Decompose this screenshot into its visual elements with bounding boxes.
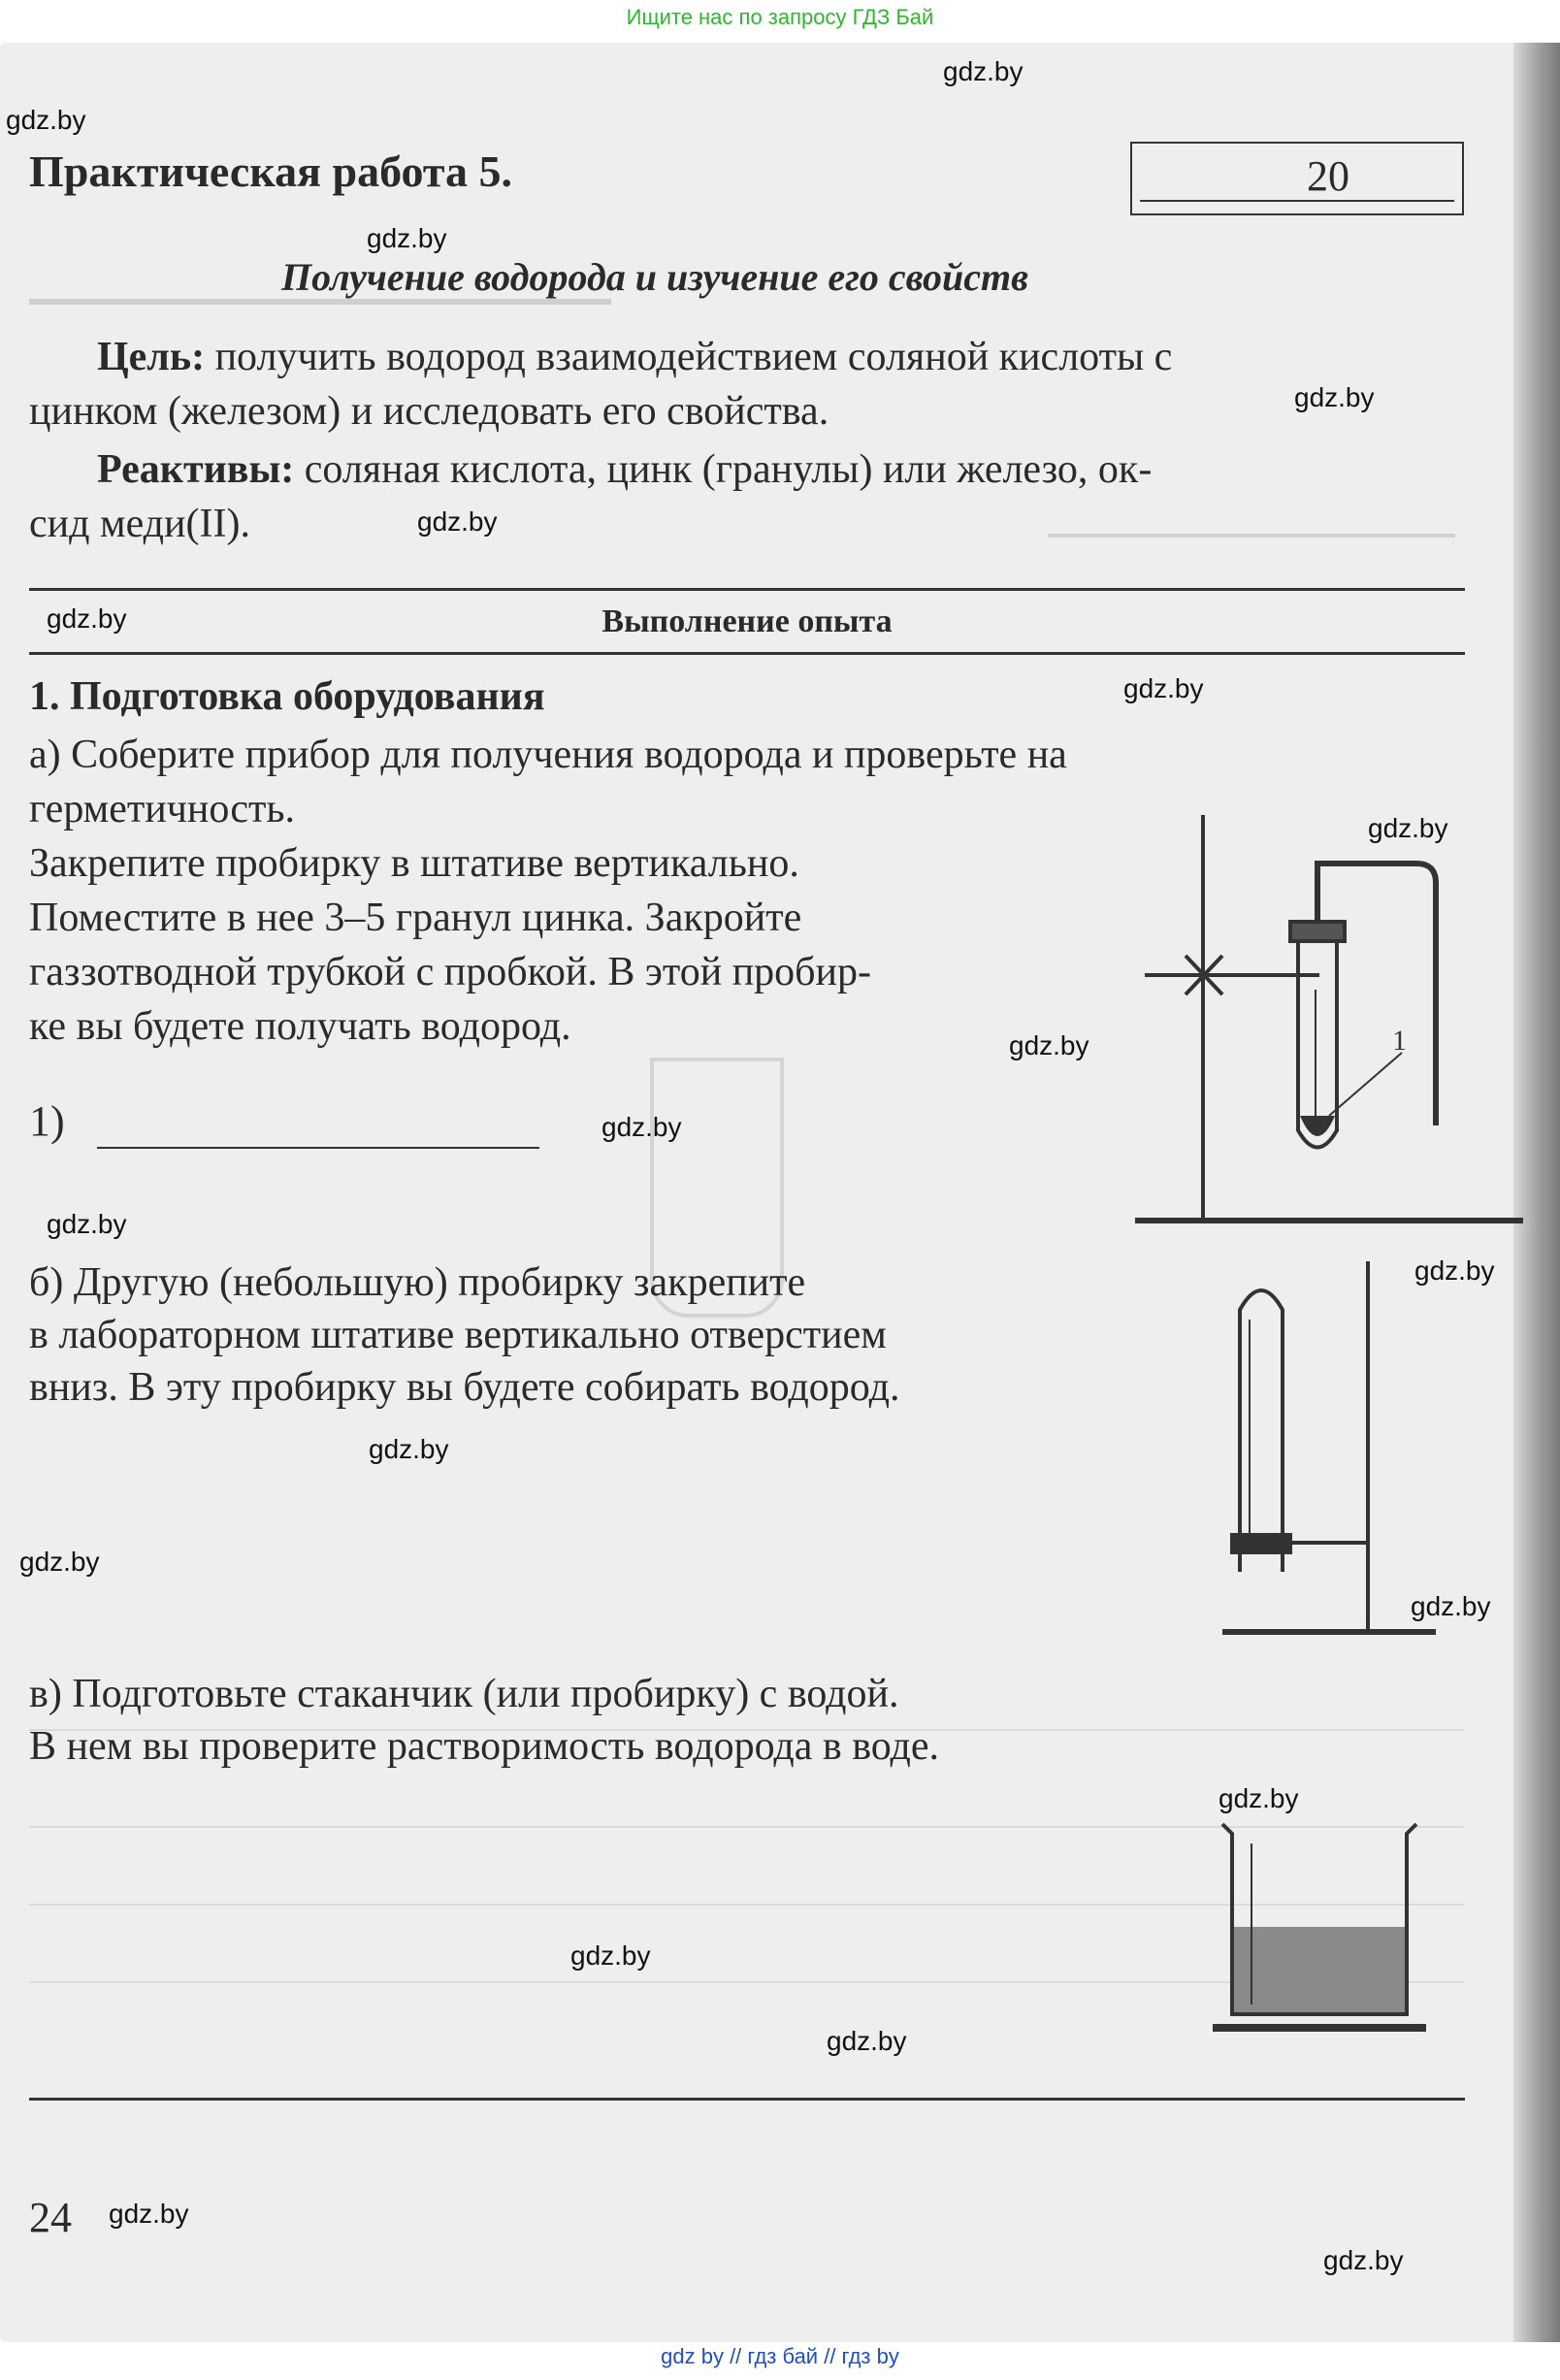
reagents-line-2: сид меди(II). xyxy=(29,502,250,546)
zinc-granules xyxy=(1300,1116,1335,1136)
step1b-line-1: б) Другую (небольшую) пробирку закрепите xyxy=(29,1260,806,1305)
watermark: gdz.by xyxy=(570,1940,651,1971)
watermark: gdz.by xyxy=(1368,813,1448,843)
step1-heading: 1. Подготовка оборудования xyxy=(29,674,545,719)
watermark: gdz.by xyxy=(369,1434,449,1464)
page-title: Практическая работа 5. xyxy=(29,147,513,196)
reagents-text-1: соляная кислота, цинк (гранулы) или железо, ок- xyxy=(304,447,1153,492)
divider-bottom xyxy=(29,652,1465,655)
answer-line[interactable] xyxy=(97,1147,539,1149)
watermark: gdz.by xyxy=(1411,1591,1491,1621)
reagents-line-1 xyxy=(29,442,1152,497)
number-underline xyxy=(1140,200,1454,202)
step1b-line-2: в лабораторном штативе вертикально отверстием xyxy=(29,1313,887,1357)
watermark: gdz.by xyxy=(417,506,498,537)
watermark: gdz.by xyxy=(827,2026,907,2056)
watermark: gdz.by xyxy=(1123,673,1204,703)
watermark: gdz.by xyxy=(109,2199,189,2229)
watermark: gdz.by xyxy=(6,105,86,135)
divider-end xyxy=(29,2098,1465,2101)
apparatus-collecting-tube xyxy=(1193,1252,1446,1649)
reagents-label: Реактивы: xyxy=(97,447,295,492)
watermark: gdz.by xyxy=(19,1547,100,1577)
step1a-line-5: газзотводной трубкой с пробкой. В этой пробир- xyxy=(29,950,872,994)
work-number-box xyxy=(1130,142,1464,215)
water xyxy=(1232,1927,1407,2014)
step1a-line-1: а) Соберите прибор для получения водорода и проверьте на xyxy=(29,733,1067,777)
watermark: gdz.by xyxy=(1294,382,1375,412)
step1a-line-3: Закрепите пробирку в штативе вертикально. xyxy=(29,841,799,886)
top-banner[interactable]: Ищите нас по запросу ГДЗ Бай xyxy=(626,5,934,29)
stopper xyxy=(1290,922,1345,941)
goal-line-1 xyxy=(29,330,1172,384)
footer-links[interactable]: gdz by // гдз бай // гдз by xyxy=(661,2344,899,2368)
section-heading: Выполнение опыта xyxy=(601,603,893,639)
watermark: gdz.by xyxy=(601,1112,682,1142)
apparatus-beaker xyxy=(1193,1814,1446,2047)
work-number: 20 xyxy=(1307,152,1349,200)
page-number: 24 xyxy=(29,2194,72,2241)
apparatus-hydrogen-generator xyxy=(1125,796,1533,1242)
step1c-line-1: в) Подготовьте стаканчик (или пробирку) с водой. xyxy=(29,1672,899,1716)
step1c-line-2: В нем вы проверите растворимость водорода в воде. xyxy=(29,1724,940,1769)
answer-label: 1) xyxy=(29,1097,65,1145)
watermark: gdz.by xyxy=(1009,1030,1089,1060)
figure-label-1: 1 xyxy=(1392,1025,1407,1057)
watermark: gdz.by xyxy=(1219,1783,1299,1813)
work-subtitle: Получение водорода и изучение его свойств xyxy=(281,255,1028,299)
watermark: gdz.by xyxy=(1414,1255,1495,1286)
step1a-line-2: герметичность. xyxy=(29,787,296,831)
step1b-line-3: вниз. В эту пробирку вы будете собирать водород. xyxy=(29,1365,900,1410)
goal-text-1: получить водород взаимодействием соляной кислоты с xyxy=(214,335,1173,379)
divider-top xyxy=(29,588,1465,591)
goal-line-2: цинком (железом) и исследовать его свойства. xyxy=(29,389,829,434)
watermark: gdz.by xyxy=(47,603,127,634)
step1a-line-6: ке вы будете получать водород. xyxy=(29,1004,571,1049)
clamp-2 xyxy=(1230,1533,1292,1554)
watermark: gdz.by xyxy=(1323,2245,1404,2275)
watermark: gdz.by xyxy=(367,223,447,253)
goal-label: Цель: xyxy=(97,335,206,379)
watermark: gdz.by xyxy=(943,56,1024,86)
step1a-line-4: Поместите в нее 3–5 гранул цинка. Закройте xyxy=(29,896,802,940)
label-leader xyxy=(1329,1053,1402,1116)
inverted-test-tube xyxy=(1240,1290,1283,1572)
watermark: gdz.by xyxy=(47,1209,127,1239)
